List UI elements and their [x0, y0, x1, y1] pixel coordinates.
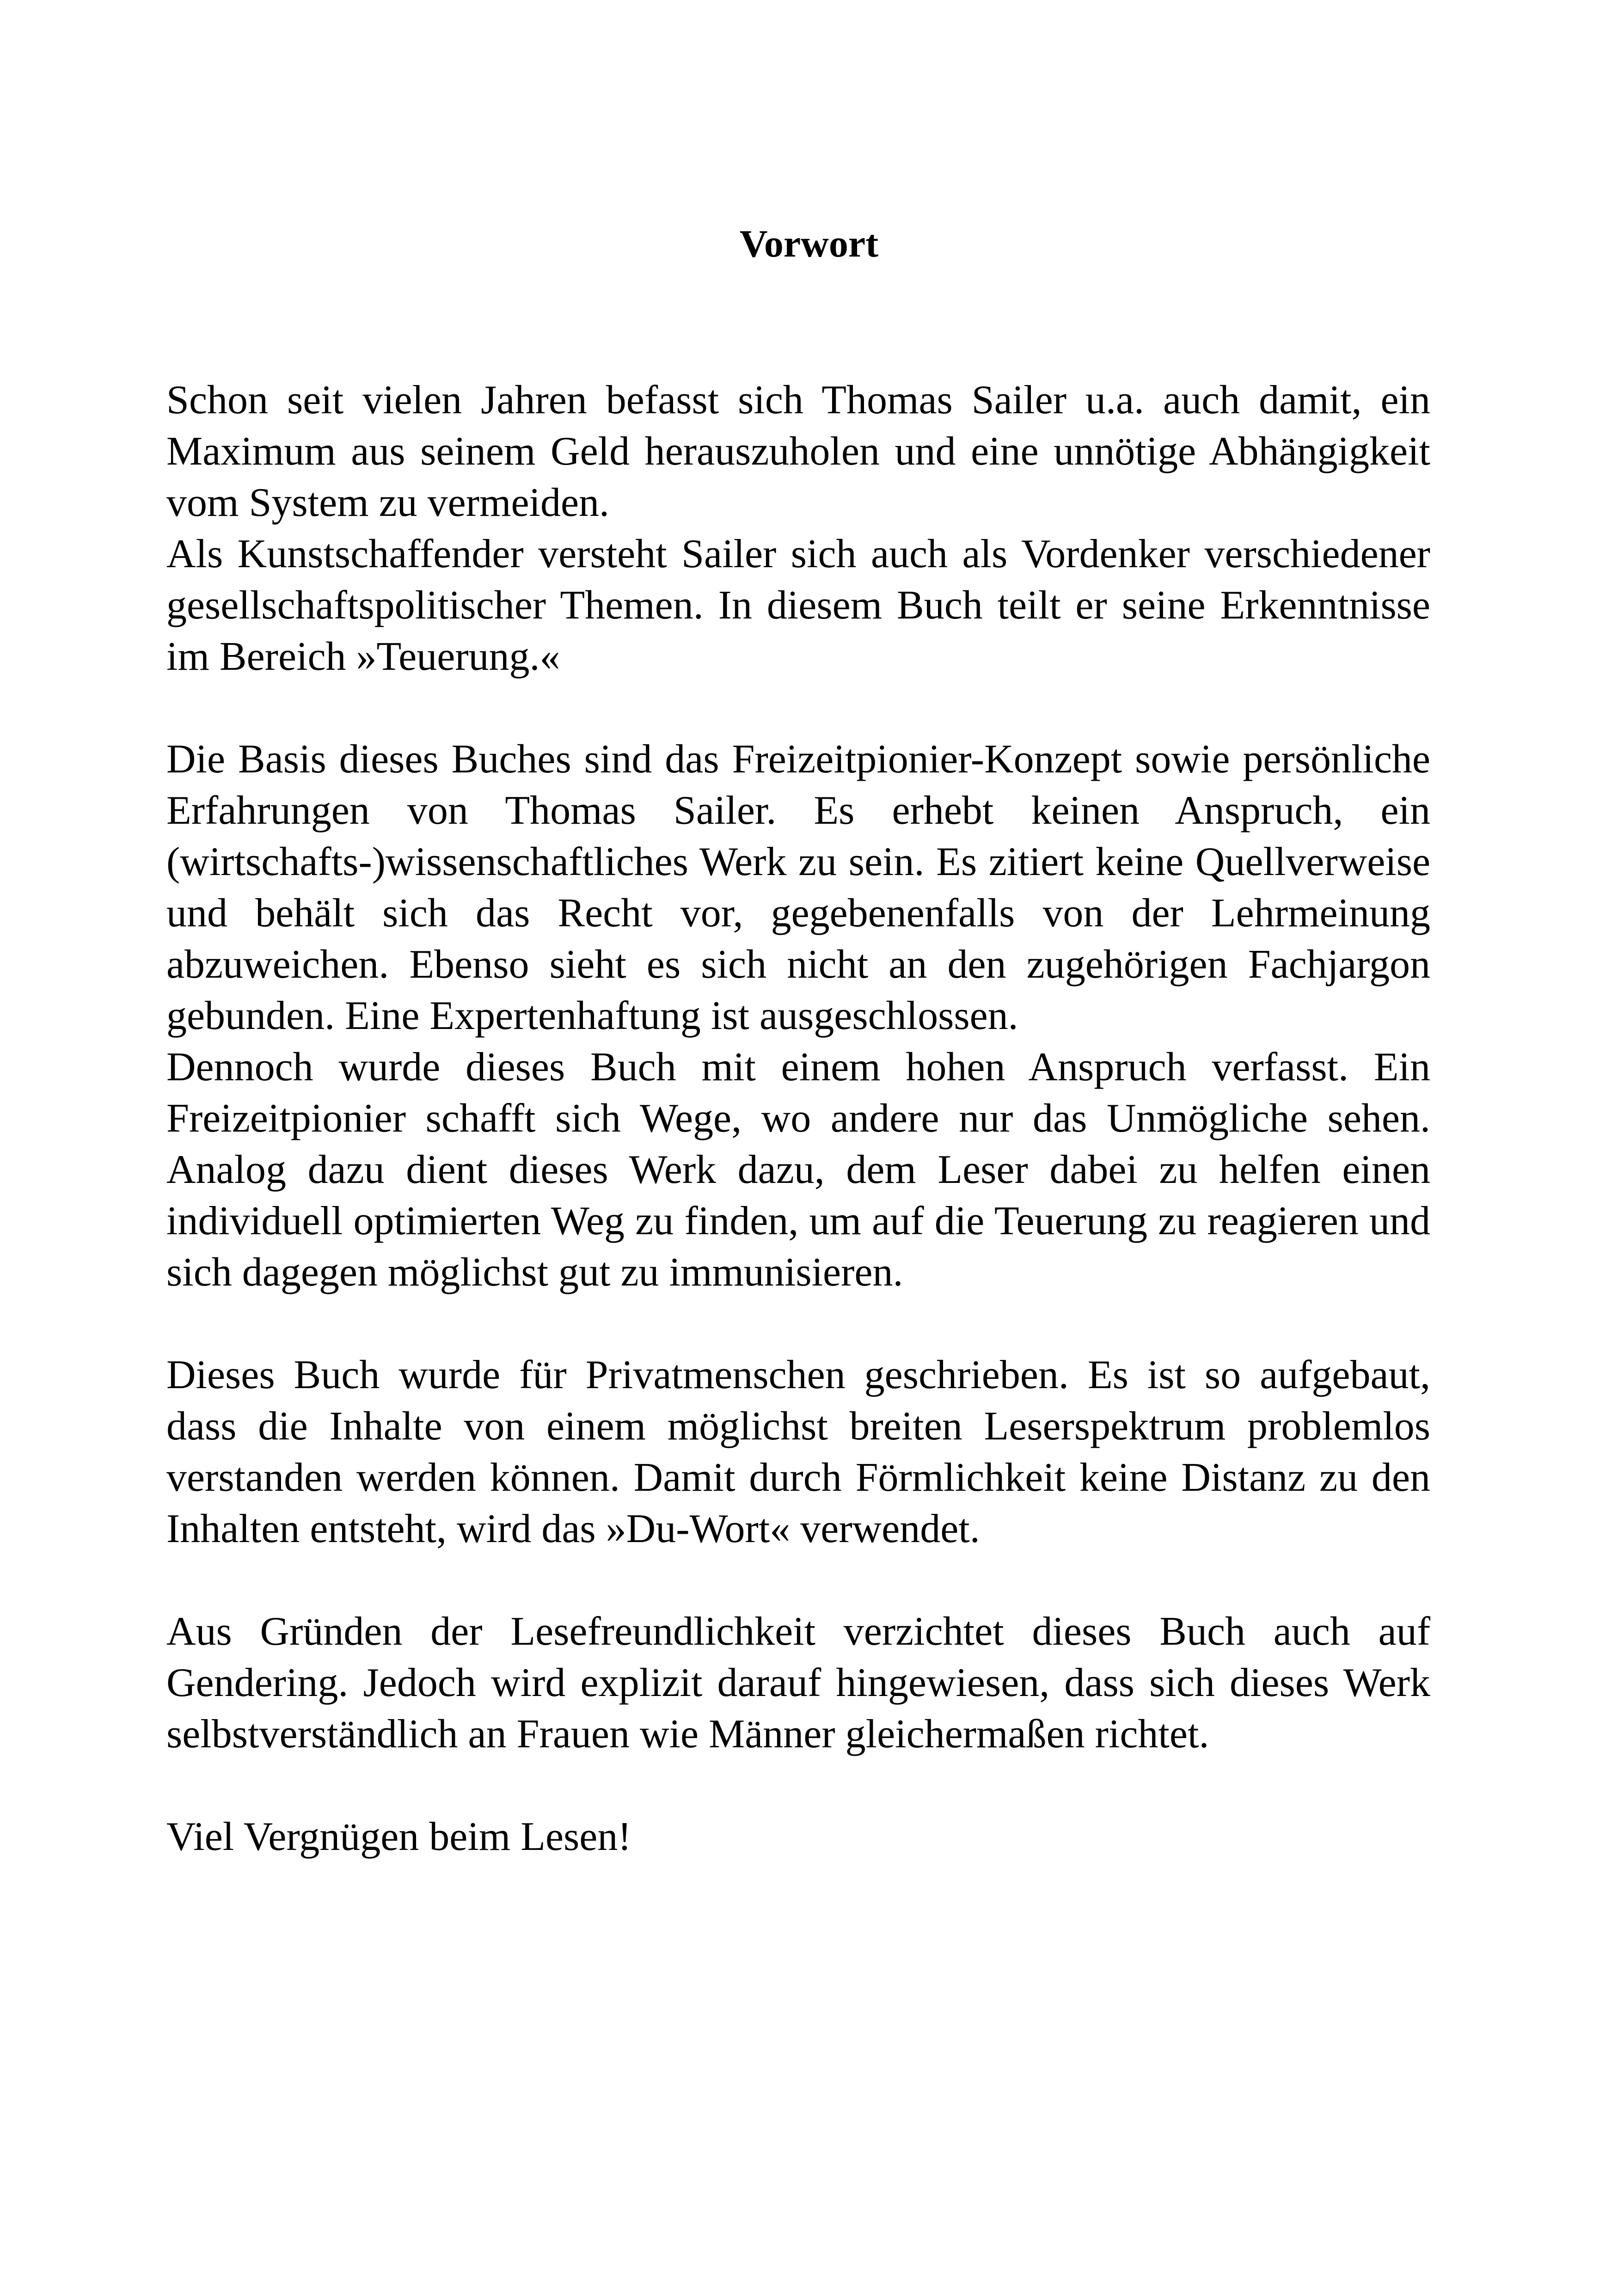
paragraph-gendering: Aus Gründen der Lesefreundlichkeit verzichtet dieses Buch auch auf Gendering. Jedoch wird explizit darauf hingewiesen, dass sich dieses Werk selbstverständlich an Frauen wie Männer gleichermaßen richtet.	[166, 1609, 1430, 1757]
paragraph-spacer	[166, 1298, 1430, 1349]
body-text	[166, 374, 1430, 1862]
paragraph-closing: Viel Vergnügen beim Lesen!	[166, 1814, 631, 1859]
page-title: Vorwort	[739, 222, 879, 265]
paragraph-ambition: Dennoch wurde dieses Buch mit einem hohen Anspruch verfasst. Ein Freizeitpionier schafft sich Wege, wo andere nur das Unmögliche sehen. Analog dazu dient dieses Werk dazu, dem Leser dabei zu helfen einen individuell optimierten Weg zu finden, um auf die Teuerung zu reagieren und sich dagegen möglichst gut zu immunisieren.	[166, 1045, 1430, 1295]
paragraph-spacer	[166, 1555, 1430, 1606]
paragraph-spacer	[166, 682, 1430, 734]
paragraph-basis: Die Basis dieses Buches sind das Freizeitpionier-Konzept sowie persönliche Erfahrungen von Thomas Sailer. Es erhebt keinen Anspruch, ein (wirtschafts-)wissenschaftliches Werk zu sein. Es zitiert keine Quellverweise und behält sich das Recht vor, gegebenenfalls von der Lehrmeinung abzuweichen. Ebenso sieht es sich nicht an den zugehörigen Fachjargon gebunden. Eine Expertenhaftung ist ausgeschlossen.	[166, 737, 1430, 1038]
paragraph-spacer	[166, 1760, 1430, 1811]
paragraph-intro: Schon seit vielen Jahren befasst sich Thomas Sailer u.a. auch damit, ein Maximum aus seinem Geld herauszuholen und eine unnötige Abhängigkeit vom System zu vermeiden.	[166, 378, 1430, 525]
paragraph-audience: Dieses Buch wurde für Privatmenschen geschrieben. Es ist so aufgebaut, dass die Inhalte von einem möglichst breiten Leserspektrum problemlos verstanden werden können. Damit durch Förmlichkeit keine Distanz zu den Inhalten entsteht, wird das »Du-Wort« verwendet.	[166, 1353, 1430, 1551]
paragraph-author-role: Als Kunstschaffender versteht Sailer sich auch als Vordenker verschiedener gesellschaftspolitischer Themen. In diesem Buch teilt er seine Erkenntnisse im Bereich »Teuerung.«	[166, 532, 1430, 679]
